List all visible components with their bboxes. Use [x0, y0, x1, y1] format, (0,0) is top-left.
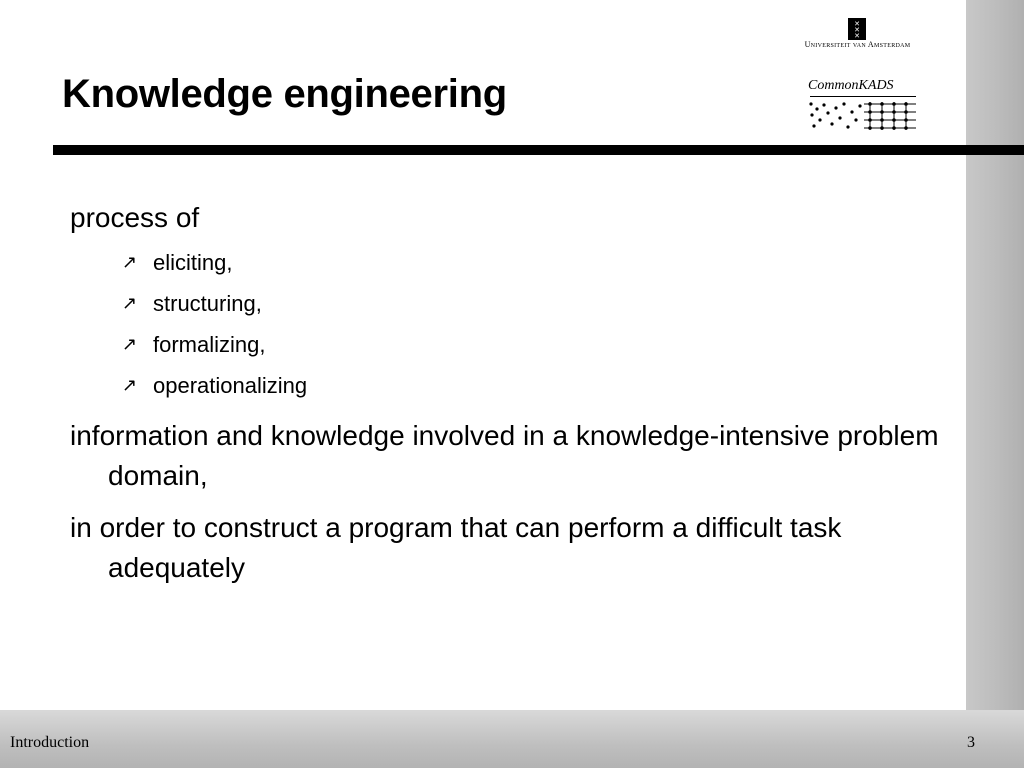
university-logo: [800, 18, 915, 52]
bullet-item: information and knowledge involved in a knowledge-intensive problem domain,: [70, 420, 939, 491]
svg-text:✕: ✕: [854, 26, 860, 34]
sub-bullet-item: [70, 283, 940, 324]
commonkads-underline: [810, 96, 916, 97]
side-decoration-strip: [966, 0, 1024, 710]
sub-bullet-list: [70, 242, 940, 406]
svg-text:✕: ✕: [854, 20, 860, 28]
university-shield-icon: [848, 18, 866, 40]
commonkads-name: CommonKADS: [808, 78, 894, 93]
footer-section-label: Introduction: [10, 734, 90, 751]
sub-bullet-text: operationalizing: [153, 373, 308, 398]
sub-bullet-item: [70, 365, 940, 406]
slide-footer: [0, 710, 1024, 768]
slide-title: Knowledge engineering: [62, 72, 507, 116]
arrow-bullet-icon: ↗: [122, 375, 138, 396]
arrow-bullet-icon: ↗: [122, 252, 138, 273]
sub-bullet-text: structuring,: [153, 291, 262, 316]
sub-bullet-text: formalizing,: [153, 332, 266, 357]
commonkads-dots-icon: [808, 100, 920, 132]
arrow-bullet-icon: ↗: [122, 334, 138, 355]
svg-text:✕: ✕: [854, 32, 860, 40]
bullet-item: in order to construct a program that can perform a difficult task adequately: [70, 512, 842, 583]
commonkads-logo: [806, 78, 918, 132]
sub-bullet-text: eliciting,: [153, 250, 233, 275]
title-divider: [53, 145, 1024, 155]
bullet-item: process of: [70, 202, 200, 233]
page-number: 3: [967, 734, 975, 751]
slide-body: [70, 198, 940, 588]
sub-bullet-item: [70, 242, 940, 283]
sub-bullet-item: [70, 324, 940, 365]
arrow-bullet-icon: ↗: [122, 293, 138, 314]
university-name: Universiteit van Amsterdam: [804, 40, 911, 49]
